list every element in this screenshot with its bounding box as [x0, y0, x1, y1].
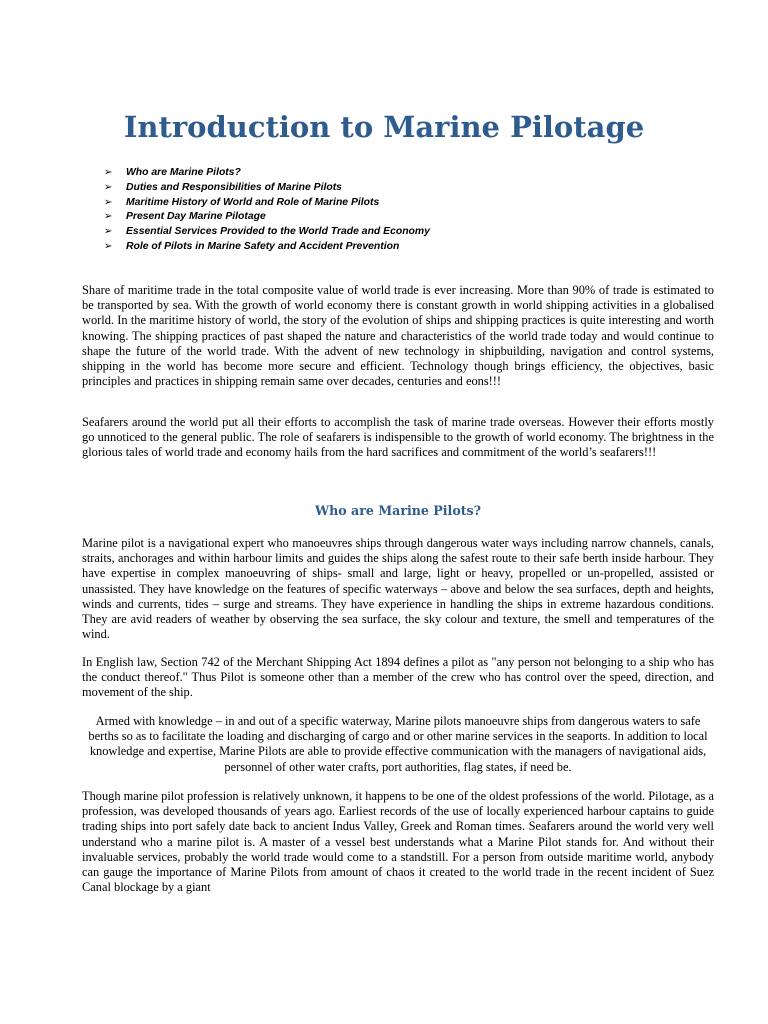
topic-text: Role of Pilots in Marine Safety and Accident Prevention	[126, 240, 400, 252]
topic-list-item	[104, 166, 430, 181]
arrow-bullet-icon: ➢	[104, 181, 113, 193]
topic-list-item	[104, 181, 430, 196]
topic-text: Present Day Marine Pilotage	[126, 211, 266, 223]
arrow-bullet-icon: ➢	[104, 226, 113, 238]
section-paragraph: In English law, Section 742 of the Merchant Shipping Act 1894 defines a pilot as "any person not belonging to a ship who has the conduct thereof." Thus Pilot is someone other than a member of the crew who has control over the speed, direction, and movement of the ship.	[82, 655, 714, 700]
arrow-bullet-icon: ➢	[104, 211, 113, 223]
section-paragraph: Though marine pilot profession is relatively unknown, it happens to be one of the oldest professions of the world. Pilotage, as a profession, was developed thousands of years ago. Earliest records of the use of locally experienced harbour captains to guide trading ships into port safely date back to ancient Indus Valley, Greek and Roman times. Seafarers around the world very well understand who a marine pilot is. A master of a vessel best understands what a Marine Pilot stands for. And without their invaluable services, probably the world trade would come to a standstill. For a person from outside maritime world, anybody can gauge the importance of Marine Pilots from amount of chaos it created to the world trade in the recent incident of Suez Canal blockage by a giant	[82, 789, 714, 895]
intro-paragraph: Seafarers around the world put all their efforts to accomplish the task of marine trade overseas. However their efforts mostly go unnoticed to the general public. The role of seafarers is indispensible to the growth of world economy. The brightness in the glorious tales of world trade and economy hails from the hard sacrifices and commitment of the world’s seafarers!!!	[82, 415, 714, 460]
document-title: Introduction to Marine Pilotage	[123, 110, 645, 144]
topic-list	[104, 166, 430, 255]
topic-text: Who are Marine Pilots?	[126, 167, 241, 178]
section-paragraph-centered: Armed with knowledge – in and out of a specific waterway, Marine pilots manoeuvre ships from dangerous waters to safe berths so as to facilitate the loading and discharging of cargo and or other marine services in the seaports. In addition to local knowledge and expertise, Marine Pilots are able to provide effective communication with the managers of navigational aids, personnel of other water crafts, port authorities, flag states, if need be.	[88, 714, 708, 774]
topic-text: Duties and Responsibilities of Marine Pilots	[126, 181, 342, 193]
arrow-bullet-icon: ➢	[104, 167, 113, 178]
section-paragraph: Marine pilot is a navigational expert who manoeuvres ships through dangerous water ways including narrow channels, canals, straits, anchorages and within harbour limits and guides the ships along the safest route to their safe berth inside harbour. They have expertise in complex manoeuvring of ships- small and large, light or heavy, propelled or un-propelled, assisted or unassisted. They have knowledge on the features of specific waterways – above and below the sea surfaces, depth and heights, winds and currents, tides – surge and streams. They have experience in handling the ships in extreme hazardous conditions. They are avid readers of weather by observing the sea surface, the sky colour and texture, the smell and temperatures of the wind.	[82, 536, 714, 642]
topic-list-item	[104, 210, 430, 225]
topic-list-item	[104, 225, 430, 240]
topic-text: Maritime History of World and Role of Marine Pilots	[126, 196, 380, 208]
arrow-bullet-icon: ➢	[104, 240, 113, 252]
topic-list-item	[104, 240, 430, 255]
topic-list-item	[104, 196, 430, 211]
topic-text: Essential Services Provided to the World Trade and Economy	[126, 226, 430, 238]
intro-paragraph: Share of maritime trade in the total composite value of world trade is ever increasing. More than 90% of trade is estimated to be transported by sea. With the growth of world economy there is constant growth in world shipping activities in a globalised world. In the maritime history of world, the story of the evolution of ships and shipping practices is quite interesting and worth knowing. The shipping practices of past shaped the nature and characteristics of the world trade today and would continue to shape the future of the world trade. With the advent of new technology in shipbuilding, navigation and control systems, shipping in the world has become more secure and efficient. Technology though brings efficiency, the objectives, basic principles and practices in shipping remain same over decades, centuries and eons!!!	[82, 283, 714, 389]
section-heading: Who are Marine Pilots?	[314, 503, 482, 518]
arrow-bullet-icon: ➢	[104, 196, 113, 208]
